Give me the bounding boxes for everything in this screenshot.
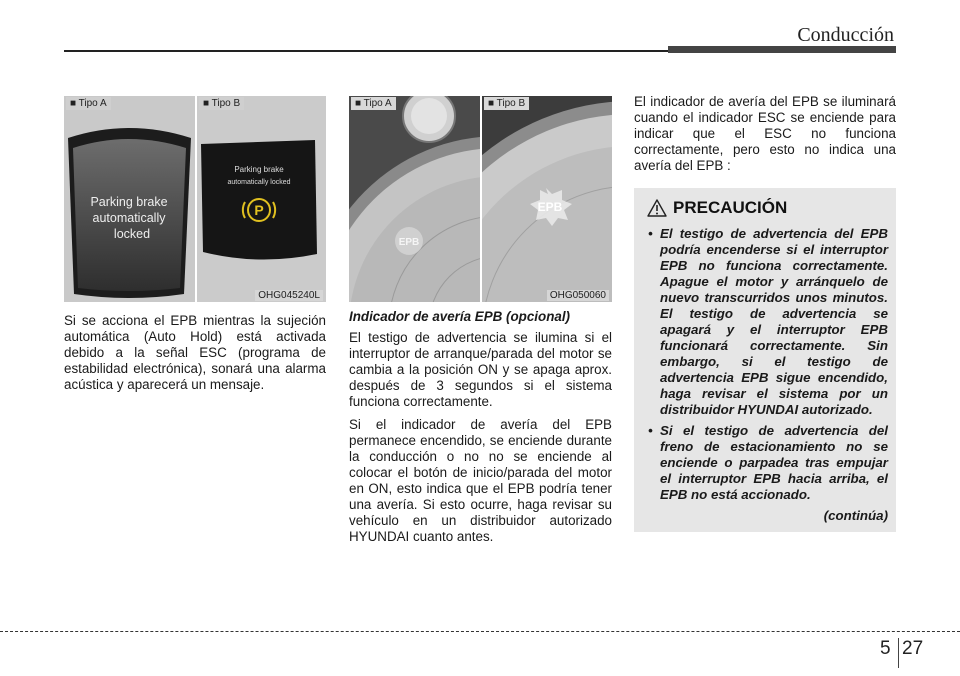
bullet: • — [648, 423, 653, 438]
footer-rule — [0, 631, 960, 632]
caution-item-text: Si el testigo de advertencia del freno de estacionamiento no se enciende o parpadea tras empujar el interruptor EPB hacia arriba, el EPB no está accionado. — [660, 423, 888, 502]
display-b-line-1: Parking brake — [234, 165, 284, 174]
paragraph-2: Si el indicador de avería del EPB permanece encendido, se enciende durante la conducción o no no se enciende al colocar el botón de inicio/parada del motor en ON, esto indica que el EPB podría tener una avería. Si esto ocurre, haga revisar su vehículo en un distribuidor autorizado HYUNDAI cuanto antes. — [349, 417, 612, 544]
figure-tag-tipo-a: ■ Tipo A — [66, 97, 111, 110]
warning-triangle-icon — [647, 199, 667, 217]
caution-header — [647, 198, 888, 218]
bullet: • — [648, 226, 653, 241]
caution-item — [644, 226, 888, 418]
figure-parking-brake-message — [64, 96, 326, 302]
gauge-tipo-a — [349, 96, 480, 302]
figure-code: OHG045240L — [255, 290, 323, 301]
figure-divider — [195, 96, 197, 302]
figure-panel-tipo-b — [197, 96, 326, 302]
epb-warning-label-b: EPB — [537, 200, 563, 214]
figure-panel-tipo-a — [349, 96, 480, 302]
paragraph-1: El testigo de advertencia se ilumina si el interruptor de arranque/parada del motor se cambia a la posición ON y se apaga aprox. después de 3 segundos si el sistema funciona correctamente. — [349, 330, 612, 409]
continued-label: (continúa) — [823, 508, 888, 523]
epb-warning-label-a: EPB — [398, 237, 420, 248]
section-subheading: Indicador de avería EPB (opcional) — [349, 309, 570, 324]
column-1 — [64, 313, 326, 400]
header-title: Conducción — [797, 24, 894, 46]
gauge-tipo-b — [482, 96, 612, 302]
figure-code: OHG050060 — [547, 290, 609, 301]
display-b-line-2: automatically locked — [227, 179, 291, 186]
column-3 — [634, 94, 896, 181]
figure-tag-tipo-b: ■ Tipo B — [484, 97, 529, 110]
figure-panel-tipo-b — [482, 96, 612, 302]
header-rule-accent — [668, 46, 896, 53]
chapter-number: 5 — [880, 638, 891, 659]
auto-hold-paragraph: Si se acciona el EPB mientras la sujeción automática (Auto Hold) está activada debido a la señal ESC (programa de estabilidad electrónica), sonará una alarma acústica y aparecerá un mensaje. — [64, 313, 326, 392]
cluster-display-tipo-b — [197, 96, 326, 302]
page-separator — [898, 638, 899, 668]
figure-tag-tipo-b: ■ Tipo B — [199, 97, 244, 110]
column-2 — [349, 309, 612, 552]
cluster-display-tipo-a — [64, 96, 195, 302]
figure-epb-indicator — [349, 96, 612, 302]
caution-item — [644, 423, 888, 503]
display-a-line-1: Parking brake — [90, 195, 168, 209]
figure-divider — [480, 96, 482, 302]
caution-box — [634, 188, 896, 532]
parking-brake-symbol: P — [254, 202, 264, 218]
caution-title: PRECAUCIÓN — [673, 198, 788, 217]
caution-item-text: El testigo de advertencia del EPB podría encenderse si el interruptor EPB no funciona correctamente. Apague el motor y arránquelo de nuevo transcurridos unos minutos. El testigo de advertencia se apagará y el interruptor EPB funcionará correctamente. Sin embargo, si el testigo de advertencia EPB sigue encendido, haga revisar el sistema por un distribuidor HYUNDAI autorizado. — [660, 226, 888, 417]
esc-paragraph: El indicador de avería del EPB se iluminará cuando el indicador ESC se enciende para indicar que el ESC no funciona correctamente, pero esto no indica una avería del EPB : — [634, 94, 896, 173]
display-a-line-3: locked — [113, 227, 151, 241]
display-a-line-2: automatically — [92, 211, 166, 225]
caution-list — [644, 226, 888, 503]
figure-tag-tipo-a: ■ Tipo A — [351, 97, 396, 110]
figure-panel-tipo-a — [64, 96, 195, 302]
page-number: 27 — [902, 638, 924, 659]
